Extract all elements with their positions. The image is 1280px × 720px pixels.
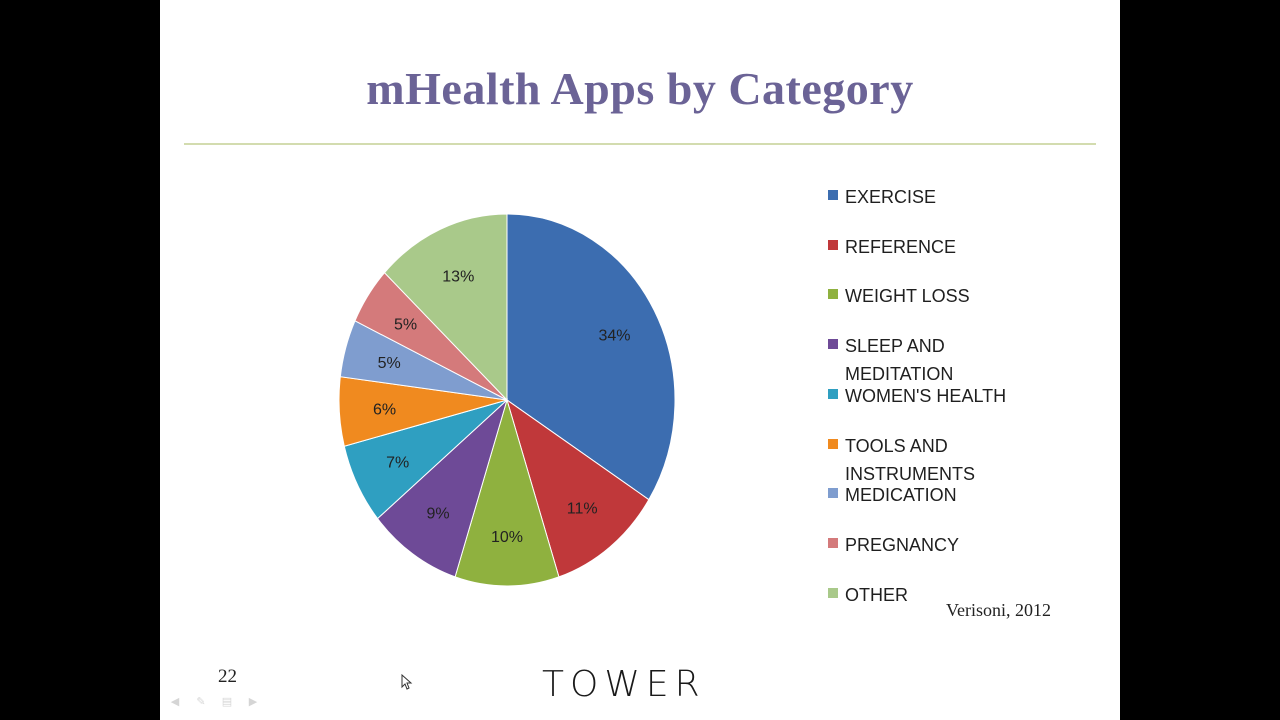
legend-swatch <box>828 389 838 399</box>
pie-label-pregnancy: 5% <box>394 316 418 334</box>
legend-swatch <box>828 339 838 349</box>
legend-label: PREGNANCY <box>845 534 960 555</box>
legend-label: TOOLS AND INSTRUMENTS <box>845 435 975 484</box>
pie-label-reference: 11% <box>566 500 598 518</box>
legend-swatch <box>828 588 838 598</box>
legend-swatch <box>828 538 838 548</box>
legend-label: WOMEN'S HEALTH <box>845 385 1007 406</box>
pie-label-women-s-health: 7% <box>386 454 410 472</box>
legend-swatch <box>828 240 838 250</box>
legend-label: OTHER <box>845 584 908 605</box>
slideshow-toolbar <box>166 694 262 708</box>
legend-swatch <box>828 488 838 498</box>
pie-label-sleep-and-meditation: 9% <box>426 505 450 523</box>
pie-label-other: 13% <box>442 268 475 286</box>
legend-label: SLEEP AND MEDITATION <box>845 336 954 385</box>
pie-chart <box>310 190 710 610</box>
legend-label: MEDICATION <box>845 485 957 506</box>
pie-label-tools-and-instruments: 6% <box>373 401 397 419</box>
legend-label: REFERENCE <box>845 236 957 257</box>
title-divider <box>184 143 1096 145</box>
legend-swatch <box>828 289 838 299</box>
legend-swatch <box>828 439 838 449</box>
slide-title: mHealth Apps by Category <box>366 63 914 114</box>
arrow-right-icon[interactable]: ▶ <box>248 694 258 708</box>
pen-icon[interactable]: ✎ <box>196 694 206 708</box>
pie-label-exercise: 34% <box>598 327 631 345</box>
page-number: 22 <box>218 666 237 687</box>
slides-menu-icon[interactable]: ▤ <box>221 694 233 708</box>
legend-label: WEIGHT LOSS <box>845 286 970 307</box>
legend-swatch <box>828 190 838 200</box>
legend-label: EXERCISE <box>845 187 937 207</box>
slide <box>160 0 1120 720</box>
arrow-left-icon[interactable]: ◀ <box>170 694 180 708</box>
tower-logo: TOWER <box>542 664 706 705</box>
pie-label-weight-loss: 10% <box>490 528 524 546</box>
source-citation: Verisoni, 2012 <box>946 600 1051 620</box>
pie-label-medication: 5% <box>377 355 401 373</box>
mouse-cursor-icon <box>401 674 413 690</box>
